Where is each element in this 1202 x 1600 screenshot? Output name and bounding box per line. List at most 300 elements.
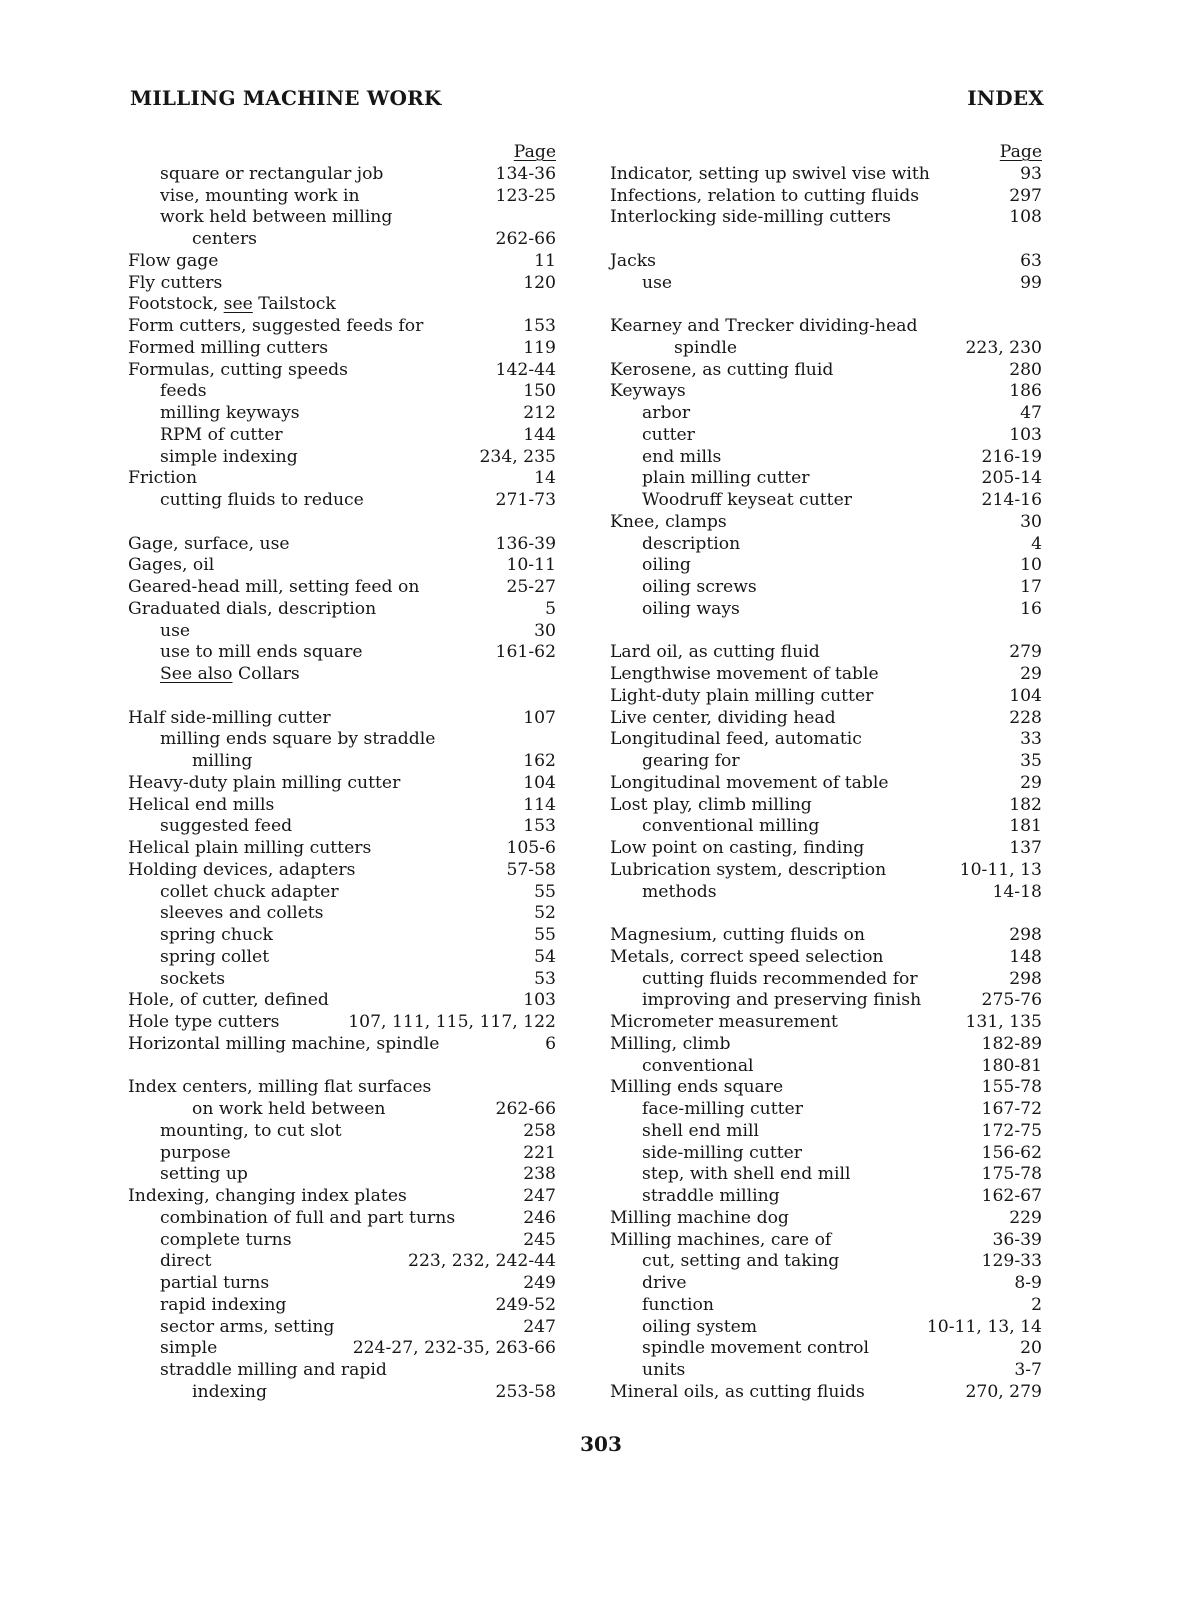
entry-term-text: conventional milling: [642, 816, 820, 837]
index-entry-term: [610, 947, 883, 969]
index-entry-pages: 14-18: [992, 881, 1042, 902]
entry-term-text: simple: [160, 1338, 218, 1359]
index-entry: [608, 403, 1042, 425]
index-entry-term: [642, 1338, 869, 1360]
index-entry: [126, 403, 556, 425]
entry-term-text: feeds: [160, 381, 207, 402]
entry-term-text: use: [160, 620, 191, 641]
index-entry-pages: 136-39: [495, 533, 556, 554]
index-entry: [126, 468, 556, 490]
index-entry-term: [642, 816, 819, 838]
entry-term-text: shell end mill: [642, 1120, 760, 1141]
page-column-heading: [608, 142, 1042, 164]
index-entry-term: [642, 1164, 851, 1186]
index-entry: [608, 577, 1042, 599]
entry-term-text: use to mill ends square: [160, 642, 363, 663]
index-entry-term: [610, 838, 864, 860]
entry-term-text: oiling: [642, 555, 691, 576]
index-entry-term: [128, 1186, 407, 1208]
index-entry: [126, 251, 556, 273]
index-entry-pages: 156-62: [981, 1142, 1042, 1163]
index-entry: [126, 294, 556, 316]
index-entry: [126, 621, 556, 643]
index-entry-term: [160, 425, 283, 447]
index-entry-pages: 161-62: [495, 642, 556, 663]
index-entry-pages: 279: [1009, 642, 1042, 663]
entry-term-text: Keyways: [610, 381, 686, 402]
see-reference: see: [223, 294, 253, 315]
index-entry-term: [642, 534, 740, 556]
index-entry-term: [160, 164, 383, 186]
index-entry: [608, 447, 1042, 469]
entry-term-text: milling keyways: [160, 403, 300, 423]
index-entry-pages: 105-6: [506, 838, 556, 858]
index-spacer: [608, 229, 1042, 251]
index-entry: [126, 555, 556, 577]
entry-term-text: suggested feed: [160, 816, 293, 837]
entry-term-text: Lard oil, as cutting fluid: [610, 642, 820, 663]
index-entry-pages: 54: [534, 946, 556, 967]
index-entry-term: [642, 599, 740, 621]
index-entry-term: [610, 512, 727, 534]
index-entry-term: [642, 1143, 802, 1165]
index-entry-term: [128, 1012, 279, 1034]
index-entry: [608, 164, 1042, 186]
index-entry-pages: 153: [523, 316, 556, 336]
entry-term-text: Form cutters, suggested feeds for: [128, 316, 424, 336]
entry-term-text: Geared-head mill, setting feed on: [128, 577, 420, 597]
index-entry-pages: 205-14: [981, 468, 1042, 489]
index-entry-pages: 103: [1009, 424, 1042, 445]
index-entry: [126, 273, 556, 295]
index-entry-pages: 63: [1020, 250, 1042, 271]
index-entry-term: [160, 1251, 211, 1273]
index-entry: [608, 947, 1042, 969]
entry-term-text: Gages, oil: [128, 555, 215, 576]
index-entry: [608, 1317, 1042, 1339]
index-entry-pages: 162: [523, 751, 556, 771]
index-entry-pages: 16: [1020, 598, 1042, 619]
entry-term-text: Graduated dials, description: [128, 598, 377, 619]
index-entry-term: [160, 1317, 334, 1339]
entry-term-text: Low point on casting, finding: [610, 838, 865, 858]
entry-term-text: partial turns: [160, 1273, 270, 1293]
index-entry: [126, 1251, 556, 1273]
entry-term-text: rapid indexing: [160, 1294, 287, 1315]
index-entry-term: [128, 838, 371, 860]
index-entry: [126, 1317, 556, 1339]
index-entry-pages: 182-89: [981, 1033, 1042, 1054]
index-entry-term: [610, 686, 873, 708]
page-heading-label: Page: [999, 142, 1042, 162]
index-spacer: [126, 1056, 556, 1078]
index-entry-term: [642, 403, 690, 425]
index-entry-pages: 14: [534, 468, 556, 489]
index-entry-term: [160, 186, 360, 208]
index-entry: [608, 1360, 1042, 1382]
index-entry-term: [642, 1360, 685, 1382]
index-entry-pages: 262-66: [495, 229, 556, 249]
index-entry-term: [160, 969, 225, 991]
index-entry-term: [160, 816, 292, 838]
index-entry-pages: 186: [1009, 381, 1042, 402]
index-entry-pages: 55: [534, 881, 556, 902]
index-spacer: [126, 512, 556, 534]
entry-term-text: Indicator, setting up swivel vise with: [610, 163, 930, 184]
index-entry-pages: 104: [523, 772, 556, 793]
index-entry: [608, 1056, 1042, 1078]
index-entry-term: [642, 1121, 759, 1143]
entry-term-text: Live center, dividing head: [610, 707, 836, 728]
entry-term-text: description: [642, 533, 741, 554]
index-entry-pages: 298: [1009, 968, 1042, 989]
index-entry: [608, 534, 1042, 556]
entry-term-text: spring chuck: [160, 925, 273, 945]
index-entry-term: [128, 555, 214, 577]
index-column-right: [608, 142, 1042, 1404]
index-entry-pages: 247: [523, 1186, 556, 1206]
entry-term-text: square or rectangular job: [160, 163, 384, 184]
index-entry-pages: 249-52: [495, 1294, 556, 1315]
entry-term-text: drive: [642, 1273, 687, 1293]
entry-term-text: on work held between: [192, 1099, 386, 1119]
index-entry: [126, 164, 556, 186]
index-entry: [126, 381, 556, 403]
entry-term-text: vise, mounting work in: [160, 185, 360, 206]
entry-term-text: Milling machines, care of: [610, 1229, 832, 1250]
index-entry-pages: 131, 135: [965, 1012, 1042, 1032]
index-entry: [608, 381, 1042, 403]
index-entry-term: [642, 990, 921, 1012]
index-entry: [126, 490, 556, 512]
entry-term-text: Helical plain milling cutters: [128, 838, 372, 858]
index-entry: [608, 1164, 1042, 1186]
index-entry-pages: 93: [1020, 163, 1042, 184]
entry-term-text: Metals, correct speed selection: [610, 946, 884, 967]
index-entry-pages: 262-66: [495, 1099, 556, 1119]
index-entry-pages: 103: [523, 990, 556, 1011]
index-entry-term: [642, 425, 695, 447]
index-entry: [608, 773, 1042, 795]
entry-term-text: cutter: [642, 424, 695, 445]
index-entry: [126, 947, 556, 969]
index-entry: [126, 316, 556, 338]
index-entry-term: [128, 708, 331, 730]
entry-term-text: milling: [192, 751, 253, 771]
index-entry: [608, 664, 1042, 686]
index-entry: [126, 207, 556, 229]
index-entry-pages: 162-67: [981, 1186, 1042, 1206]
index-entry-term: [642, 969, 918, 991]
page-column-heading: [126, 142, 556, 164]
index-entry: [608, 360, 1042, 382]
index-entry-pages: 238: [523, 1164, 556, 1185]
entry-term-text: Longitudinal movement of table: [610, 772, 889, 793]
entry-term-text: Lengthwise movement of table: [610, 664, 879, 684]
index-entry-term: [128, 860, 355, 882]
index-entry-term: [610, 729, 862, 751]
index-entry-term: [610, 164, 930, 186]
entry-term-text: Interlocking side-milling cutters: [610, 207, 891, 228]
index-entry-term: [160, 381, 207, 403]
index-entry: [608, 642, 1042, 664]
index-entry-term: [642, 1099, 803, 1121]
index-entry-pages: 57-58: [506, 859, 556, 880]
index-entry-term: [128, 773, 400, 795]
entry-term-text: spring collet: [160, 946, 270, 967]
index-entry-term: [642, 577, 757, 599]
index-entry-pages: 108: [1009, 207, 1042, 228]
index-entry-term: [160, 403, 300, 425]
index-entry-term: [160, 490, 364, 512]
index-entry-pages: 224-27, 232-35, 263-66: [352, 1338, 556, 1359]
entry-term-text: end mills: [642, 446, 722, 467]
index-entry-term: [610, 207, 891, 229]
index-entry: [126, 990, 556, 1012]
index-entry-pages: 4: [1031, 533, 1042, 554]
index-entry-term: [128, 599, 376, 621]
index-entry: [608, 751, 1042, 773]
index-entry: [608, 1295, 1042, 1317]
index-entry-pages: 137: [1009, 838, 1042, 858]
index-entry-pages: 297: [1009, 185, 1042, 206]
index-entry: [126, 338, 556, 360]
index-entry: [608, 882, 1042, 904]
index-entry-term: [642, 1251, 839, 1273]
index-entry: [126, 729, 556, 751]
index-entry: [608, 860, 1042, 882]
index-entry-pages: 182: [1009, 794, 1042, 815]
index-entry-pages: 234, 235: [479, 446, 556, 467]
index-entry-term: [610, 1208, 789, 1230]
index-entry-pages: 114: [523, 794, 556, 815]
index-entry-pages: 212: [523, 403, 556, 423]
entry-term-text: Hole, of cutter, defined: [128, 990, 329, 1011]
index-entry: [608, 251, 1042, 273]
entry-term-text: Heavy-duty plain milling cutter: [128, 772, 401, 793]
entry-term-text: function: [642, 1294, 714, 1315]
index-entry-term: [160, 642, 363, 664]
index-entry-term: [192, 1099, 385, 1121]
index-entry-term: [610, 381, 686, 403]
running-header-section: INDEX: [967, 86, 1044, 110]
index-entry-term: [128, 294, 336, 316]
index-entry-term: [128, 251, 218, 273]
entry-term-text: Milling machine dog: [610, 1207, 789, 1228]
index-entry-term: [128, 316, 423, 338]
index-entry: [126, 1121, 556, 1143]
index-entry-term: [160, 1121, 342, 1143]
index-entry-term: [128, 273, 222, 295]
index-entry-pages: 29: [1020, 664, 1042, 684]
index-entry-pages: 216-19: [981, 446, 1042, 467]
index-entry-pages: 271-73: [495, 490, 556, 510]
index-entry: [608, 1012, 1042, 1034]
entry-term-text: sector arms, setting: [160, 1316, 335, 1337]
entry-term-text: RPM of cutter: [160, 424, 283, 445]
index-entry-pages: 228: [1009, 707, 1042, 728]
entry-term-text: Friction: [128, 468, 198, 489]
entry-term-text: Footstock,: [128, 294, 219, 315]
entry-term-text: Lost play, climb milling: [610, 794, 812, 815]
index-entry-pages: 10: [1020, 555, 1042, 576]
index-entry-term: [160, 1338, 217, 1360]
index-entry: [126, 447, 556, 469]
index-entry-pages: 150: [523, 381, 556, 402]
index-entry-pages: 180-81: [981, 1055, 1042, 1076]
index-entry: [126, 860, 556, 882]
index-entry-term: [160, 1143, 231, 1165]
entry-term-text: step, with shell end mill: [642, 1164, 851, 1185]
entry-term-text: Milling ends square: [610, 1077, 784, 1098]
index-entry-term: [160, 664, 300, 686]
index-entry: [126, 969, 556, 991]
index-entry-term: [642, 1186, 780, 1208]
index-entry-pages: 35: [1020, 751, 1042, 771]
index-entry: [608, 1099, 1042, 1121]
entry-term-text: arbor: [642, 403, 691, 423]
index-entry-pages: 20: [1020, 1338, 1042, 1359]
index-column-left: [126, 142, 556, 1404]
index-entry-pages: 10-11, 13: [959, 859, 1042, 880]
index-entry-term: [642, 1056, 754, 1078]
entry-term-text: side-milling cutter: [642, 1142, 803, 1163]
index-entry: [126, 1273, 556, 1295]
index-entry-pages: 30: [1020, 511, 1042, 532]
entry-term-text: Formulas, cutting speeds: [128, 359, 348, 380]
index-entry-pages: 175-78: [981, 1164, 1042, 1185]
entry-term-text: Infections, relation to cutting fluids: [610, 185, 920, 206]
entry-term-text: oiling screws: [642, 577, 757, 597]
index-entry-term: [674, 338, 737, 360]
index-entry-pages: 2: [1031, 1294, 1042, 1315]
index-entry-term: [160, 1164, 248, 1186]
index-entry-term: [610, 186, 919, 208]
index-entry-pages: 120: [523, 272, 556, 293]
index-entry: [608, 316, 1042, 338]
index-entry-term: [610, 925, 865, 947]
index-entry-pages: 223, 232, 242-44: [408, 1251, 556, 1272]
index-entry: [126, 534, 556, 556]
entry-term-text: Milling, climb: [610, 1033, 731, 1054]
index-entry-pages: 3-7: [1014, 1360, 1042, 1380]
entry-term-text: Holding devices, adapters: [128, 859, 356, 880]
index-entry: [126, 1360, 556, 1382]
entry-term-text: complete turns: [160, 1229, 292, 1250]
index-entry: [608, 969, 1042, 991]
index-entry-pages: 29: [1020, 772, 1042, 793]
entry-term-text: Gage, surface, use: [128, 533, 290, 554]
index-entry-pages: 153: [523, 816, 556, 837]
index-entry: [126, 903, 556, 925]
index-entry: [608, 795, 1042, 817]
index-entry: [126, 1164, 556, 1186]
index-entry: [608, 925, 1042, 947]
index-entry: [608, 1382, 1042, 1404]
entry-term-text: Jacks: [610, 250, 656, 271]
index-entry: [608, 1273, 1042, 1295]
index-entry-term: [128, 1077, 431, 1099]
index-entry-term: [160, 207, 392, 229]
index-entry-pages: 5: [545, 598, 556, 619]
index-entry-pages: 245: [523, 1229, 556, 1250]
index-entry-term: [610, 708, 836, 730]
index-entry-pages: 53: [534, 968, 556, 989]
index-entry-pages: 270, 279: [965, 1381, 1042, 1402]
entry-term-text: Mineral oils, as cutting fluids: [610, 1381, 865, 1402]
index-entry-term: [160, 621, 190, 643]
index-entry-term: [610, 1077, 783, 1099]
entry-term-text: spindle: [674, 337, 738, 358]
index-entry: [126, 882, 556, 904]
index-entry: [126, 773, 556, 795]
index-spacer: [608, 621, 1042, 643]
index-entry: [608, 186, 1042, 208]
entry-term-text: Kearney and Trecker dividing-head: [610, 316, 918, 336]
entry-term-text: Hole type cutters: [128, 1012, 280, 1032]
index-entry-pages: 52: [534, 903, 556, 924]
index-entry-pages: 167-72: [981, 1099, 1042, 1119]
index-entry-pages: 10-11: [506, 555, 556, 576]
index-entry: [608, 555, 1042, 577]
entry-term-text: face-milling cutter: [642, 1099, 803, 1119]
index-entry: [126, 816, 556, 838]
index-entry-term: [128, 338, 328, 360]
index-entry: [126, 751, 556, 773]
index-entry: [608, 1230, 1042, 1252]
index-entry-pages: 142-44: [495, 359, 556, 380]
entry-term-text: milling ends square by straddle: [160, 729, 436, 750]
index-entry-term: [160, 947, 269, 969]
entry-term-text: purpose: [160, 1142, 231, 1163]
index-entry-term: [160, 903, 323, 925]
index-entry-term: [610, 316, 918, 338]
index-entry-term: [610, 360, 833, 382]
index-entry-pages: 33: [1020, 729, 1042, 750]
entry-term-text: Micrometer measurement: [610, 1012, 838, 1032]
index-entry: [126, 642, 556, 664]
index-entry: [608, 1034, 1042, 1056]
index-entry-term: [192, 1382, 267, 1404]
index-entry: [608, 1077, 1042, 1099]
index-entry: [608, 838, 1042, 860]
index-entry-pages: 25-27: [506, 577, 556, 597]
index-entry-term: [128, 795, 274, 817]
entry-term-text: improving and preserving finish: [642, 990, 922, 1011]
index-entry-term: [160, 1208, 455, 1230]
index-spacer: [608, 903, 1042, 925]
index-entry-pages: 129-33: [981, 1251, 1042, 1272]
index-entry: [126, 1295, 556, 1317]
index-entry-term: [642, 468, 810, 490]
index-entry-pages: 155-78: [981, 1077, 1042, 1098]
entry-term-text: use: [642, 272, 673, 293]
index-entry: [608, 1121, 1042, 1143]
index-entry: [126, 1338, 556, 1360]
entry-term-text: straddle milling and rapid: [160, 1360, 387, 1380]
index-entry-pages: 36-39: [992, 1229, 1042, 1250]
index-entry-term: [610, 1034, 731, 1056]
entry-term-text: spindle movement control: [642, 1338, 869, 1359]
index-spacer: [608, 294, 1042, 316]
index-entry: [608, 512, 1042, 534]
index-entry-term: [642, 751, 740, 773]
index-entry-term: [160, 1273, 269, 1295]
index-spacer: [126, 686, 556, 708]
index-entry-term: [128, 1034, 439, 1056]
index-entry-pages: 172-75: [981, 1120, 1042, 1141]
page-heading-label: Page: [513, 142, 556, 162]
